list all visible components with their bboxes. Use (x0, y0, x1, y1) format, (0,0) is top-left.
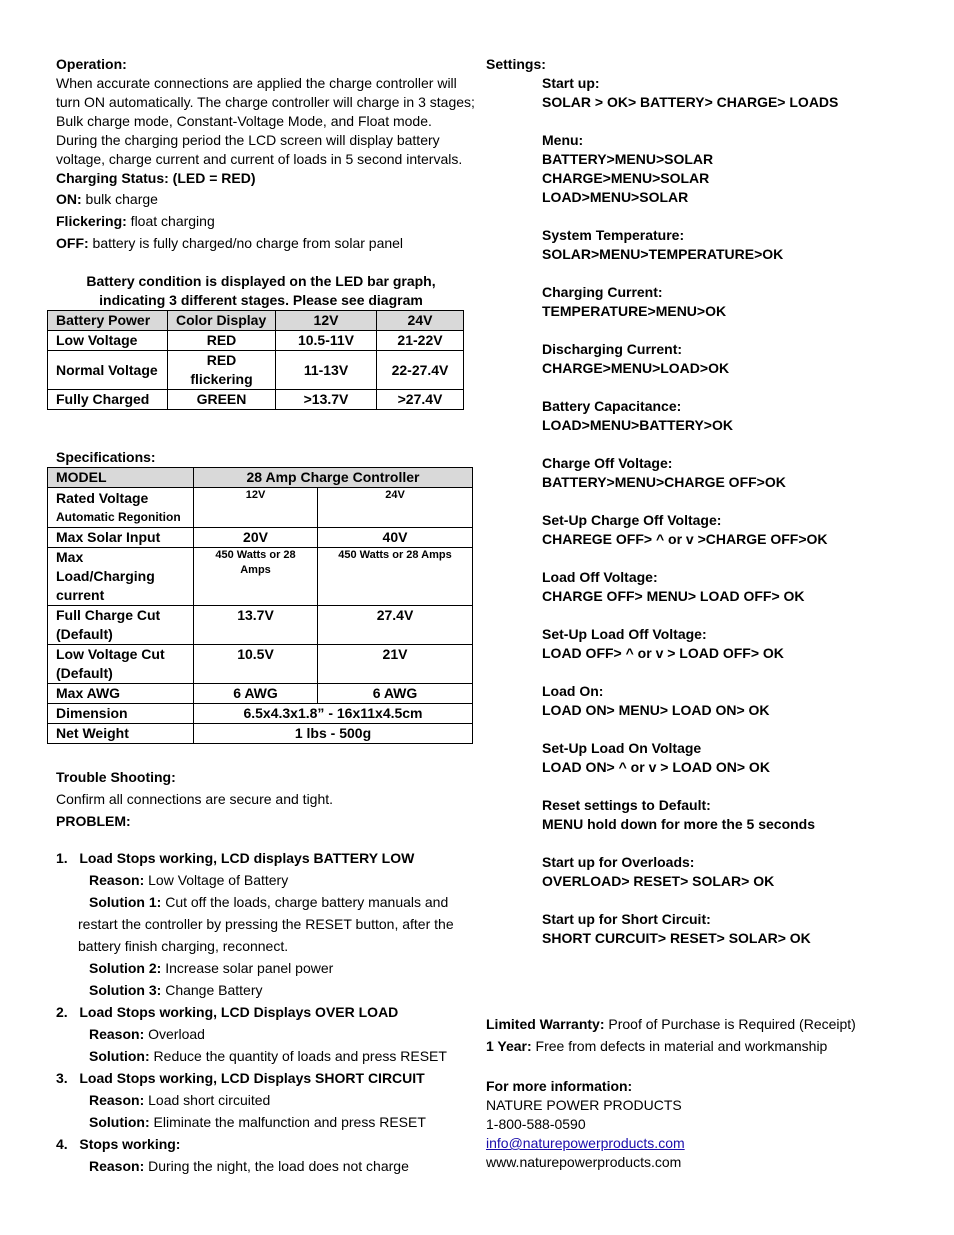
settings-title: Charge Off Voltage: (542, 455, 673, 471)
table-header: Color Display (168, 311, 276, 331)
settings-line: CHAREGE OFF> ^ or v >CHARGE OFF>OK (542, 531, 828, 547)
settings-item-load-off-voltage (486, 568, 926, 625)
problem-1-solution-2: Solution 2: Increase solar panel power (89, 960, 334, 976)
limited-warranty: Limited Warranty: Proof of Purchase is Required (Receipt) (486, 1016, 856, 1032)
table-cell: 12V (194, 488, 318, 528)
settings-item-reset-default (486, 796, 926, 853)
settings-title: Charging Current: (542, 284, 663, 300)
table-row (48, 724, 473, 744)
problem-1-reason: Reason: Low Voltage of Battery (89, 872, 289, 888)
settings-title: Set-Up Charge Off Voltage: (542, 512, 722, 528)
table-row (48, 684, 473, 704)
more-info-heading: For more information: (486, 1078, 633, 1094)
settings-item-setup-load-off (486, 625, 926, 682)
problem-heading: PROBLEM: (56, 813, 131, 829)
table-cell: Max Load/Charging current (48, 548, 194, 606)
settings-line: LOAD ON> MENU> LOAD ON> OK (542, 702, 770, 718)
settings-item-battery-capacitance (486, 397, 926, 454)
table-cell: 21V (318, 645, 473, 684)
table-row (48, 488, 473, 528)
settings-item-startup-overloads (486, 853, 926, 910)
table-row (48, 704, 473, 724)
settings-line: SHORT CURCUIT> RESET> SOLAR> OK (542, 930, 811, 946)
battery-condition-table (47, 310, 464, 410)
settings-line: LOAD>MENU>BATTERY>OK (542, 417, 733, 433)
table-cell: 22-27.4V (377, 351, 464, 390)
settings-title: Set-Up Load On Voltage (542, 740, 702, 756)
settings-item-setup-load-on (486, 739, 926, 796)
settings-title: Start up for Overloads: (542, 854, 695, 870)
problem-3-reason: Reason: Load short circuited (89, 1092, 271, 1108)
table-cell: Rated Voltage Automatic Regonition (48, 488, 194, 528)
table-row (48, 548, 473, 606)
settings-title: Load On: (542, 683, 604, 699)
table-cell: 20V (194, 528, 318, 548)
settings-item-system-temperature (486, 226, 926, 283)
settings-title: Battery Capacitance: (542, 398, 682, 414)
table-cell: Max AWG (48, 684, 194, 704)
settings-line: BATTERY>MENU>SOLAR (542, 151, 714, 167)
operation-body: When accurate connections are applied the charge controller will turn ON automatically. The charge controller will charge in 3 stages; Bulk charge mode, Constant-Voltage Mode, and Float mode. During the charging period the LCD screen will display battery voltage, charge current and current of loads in 5 second intervals. (56, 75, 475, 167)
problem-1-title: 1. Load Stops working, LCD displays BATTERY LOW (56, 850, 415, 866)
table-cell: >27.4V (377, 390, 464, 410)
table-cell: 13.7V (194, 606, 318, 645)
settings-line: CHARGE>MENU>SOLAR (542, 170, 710, 186)
settings-line: CHARGE>MENU>LOAD>OK (542, 360, 730, 376)
problem-2-title: 2. Load Stops working, LCD Displays OVER LOAD (56, 1004, 399, 1020)
table-cell: 6 AWG (194, 684, 318, 704)
table-cell: Fully Charged (48, 390, 168, 410)
charging-status-heading: Charging Status: (LED = RED) (56, 170, 256, 186)
settings-line: BATTERY>MENU>CHARGE OFF>OK (542, 474, 786, 490)
settings-line: TEMPERATURE>MENU>OK (542, 303, 727, 319)
troubleshooting-heading: Trouble Shooting: (56, 769, 176, 785)
problem-4-reason: Reason: During the night, the load does not charge (89, 1158, 409, 1174)
table-cell: 10.5V (194, 645, 318, 684)
specifications-heading: Specifications: (56, 449, 156, 465)
settings-line: SOLAR>MENU>TEMPERATURE>OK (542, 246, 784, 262)
table-row (48, 606, 473, 645)
table-header: Battery Power (48, 311, 168, 331)
table-cell: 450 Watts or 28 Amps (318, 548, 473, 606)
problem-3-solution: Solution: Eliminate the malfunction and press RESET (89, 1114, 426, 1130)
table-row (48, 390, 464, 410)
operation-heading: Operation: (56, 56, 127, 72)
table-cell: Normal Voltage (48, 351, 168, 390)
table-row (48, 351, 464, 390)
table-cell: Low Voltage (48, 331, 168, 351)
table-cell: RED flickering (168, 351, 276, 390)
table-cell: >13.7V (276, 390, 377, 410)
table-cell: RED (168, 331, 276, 351)
table-cell: Net Weight (48, 724, 194, 744)
status-off: OFF: battery is fully charged/no charge from solar panel (56, 235, 404, 251)
settings-line: SOLAR > OK> BATTERY> CHARGE> LOADS (542, 94, 839, 110)
settings-heading: Settings: (486, 56, 546, 72)
settings-line: CHARGE OFF> MENU> LOAD OFF> OK (542, 588, 805, 604)
settings-item-charge-off-voltage (486, 454, 926, 511)
table-cell: 1 lbs - 500g (194, 724, 473, 744)
table-cell: Full Charge Cut (Default) (48, 606, 194, 645)
settings-title: Discharging Current: (542, 341, 683, 357)
right-column (486, 55, 926, 1172)
settings-title: Menu: (542, 132, 584, 148)
problem-1-solution-3: Solution 3: Change Battery (89, 982, 263, 998)
table-header: MODEL (48, 468, 194, 488)
website-text: www.naturepowerproducts.com (486, 1154, 682, 1170)
table-cell: 11-13V (276, 351, 377, 390)
email-link[interactable]: info@naturepowerproducts.com (486, 1135, 685, 1151)
specifications-table (47, 467, 473, 744)
table-cell: 21-22V (377, 331, 464, 351)
table-header-row (48, 468, 473, 488)
one-year-warranty: 1 Year: Free from defects in material and workmanship (486, 1038, 828, 1054)
settings-line: LOAD OFF> ^ or v > LOAD OFF> OK (542, 645, 784, 661)
settings-title: Start up: (542, 75, 600, 91)
settings-line: MENU hold down for more the 5 seconds (542, 816, 816, 832)
table-cell: 27.4V (318, 606, 473, 645)
settings-line: OVERLOAD> RESET> SOLAR> OK (542, 873, 775, 889)
table-row (48, 331, 464, 351)
settings-item-load-on (486, 682, 926, 739)
settings-item-setup-charge-off (486, 511, 926, 568)
problem-2-reason: Reason: Overload (89, 1026, 205, 1042)
table-header-row (48, 311, 464, 331)
table-row (48, 528, 473, 548)
table-cell: Low Voltage Cut (Default) (48, 645, 194, 684)
settings-item-startup (486, 74, 926, 131)
table-header: 24V (377, 311, 464, 331)
table-cell: GREEN (168, 390, 276, 410)
table-cell: 450 Watts or 28 Amps (194, 548, 318, 606)
table-row (48, 645, 473, 684)
table-header: 12V (276, 311, 377, 331)
settings-item-menu (486, 131, 926, 226)
left-column (56, 55, 476, 1177)
table-cell: 6 AWG (318, 684, 473, 704)
settings-item-charging-current (486, 283, 926, 340)
problem-2-solution: Solution: Reduce the quantity of loads and press RESET (89, 1048, 447, 1064)
settings-title: Set-Up Load Off Voltage: (542, 626, 707, 642)
table-cell: 10.5-11V (276, 331, 377, 351)
settings-title: System Temperature: (542, 227, 685, 243)
battery-table-caption: Battery condition is displayed on the LED bar graph, indicating 3 different stages. Please see diagram (86, 273, 436, 308)
troubleshooting-intro: Confirm all connections are secure and tight. (56, 791, 334, 807)
status-flickering: Flickering: float charging (56, 213, 215, 229)
table-cell: 40V (318, 528, 473, 548)
table-header: 28 Amp Charge Controller (194, 468, 473, 488)
settings-item-discharging-current (486, 340, 926, 397)
problem-1-solution-1: Solution 1: Cut off the loads, charge battery manuals and restart the controller by pressing the RESET button, after the battery finish charging, reconnect. (78, 894, 454, 954)
phone-number: 1-800-588-0590 (486, 1116, 586, 1132)
settings-item-startup-short-circuit (486, 910, 926, 948)
problem-4-title: 4. Stops working: (56, 1136, 181, 1152)
table-cell: Max Solar Input (48, 528, 194, 548)
table-cell: 24V (318, 488, 473, 528)
settings-line: LOAD ON> ^ or v > LOAD ON> OK (542, 759, 770, 775)
settings-title: Load Off Voltage: (542, 569, 658, 585)
settings-line: LOAD>MENU>SOLAR (542, 189, 689, 205)
settings-title: Reset settings to Default: (542, 797, 711, 813)
company-name: NATURE POWER PRODUCTS (486, 1097, 682, 1113)
problem-3-title: 3. Load Stops working, LCD Displays SHORT CIRCUIT (56, 1070, 425, 1086)
table-cell: 6.5x4.3x1.8” - 16x11x4.5cm (194, 704, 473, 724)
status-on: ON: bulk charge (56, 191, 158, 207)
settings-title: Start up for Short Circuit: (542, 911, 711, 927)
table-cell: Dimension (48, 704, 194, 724)
